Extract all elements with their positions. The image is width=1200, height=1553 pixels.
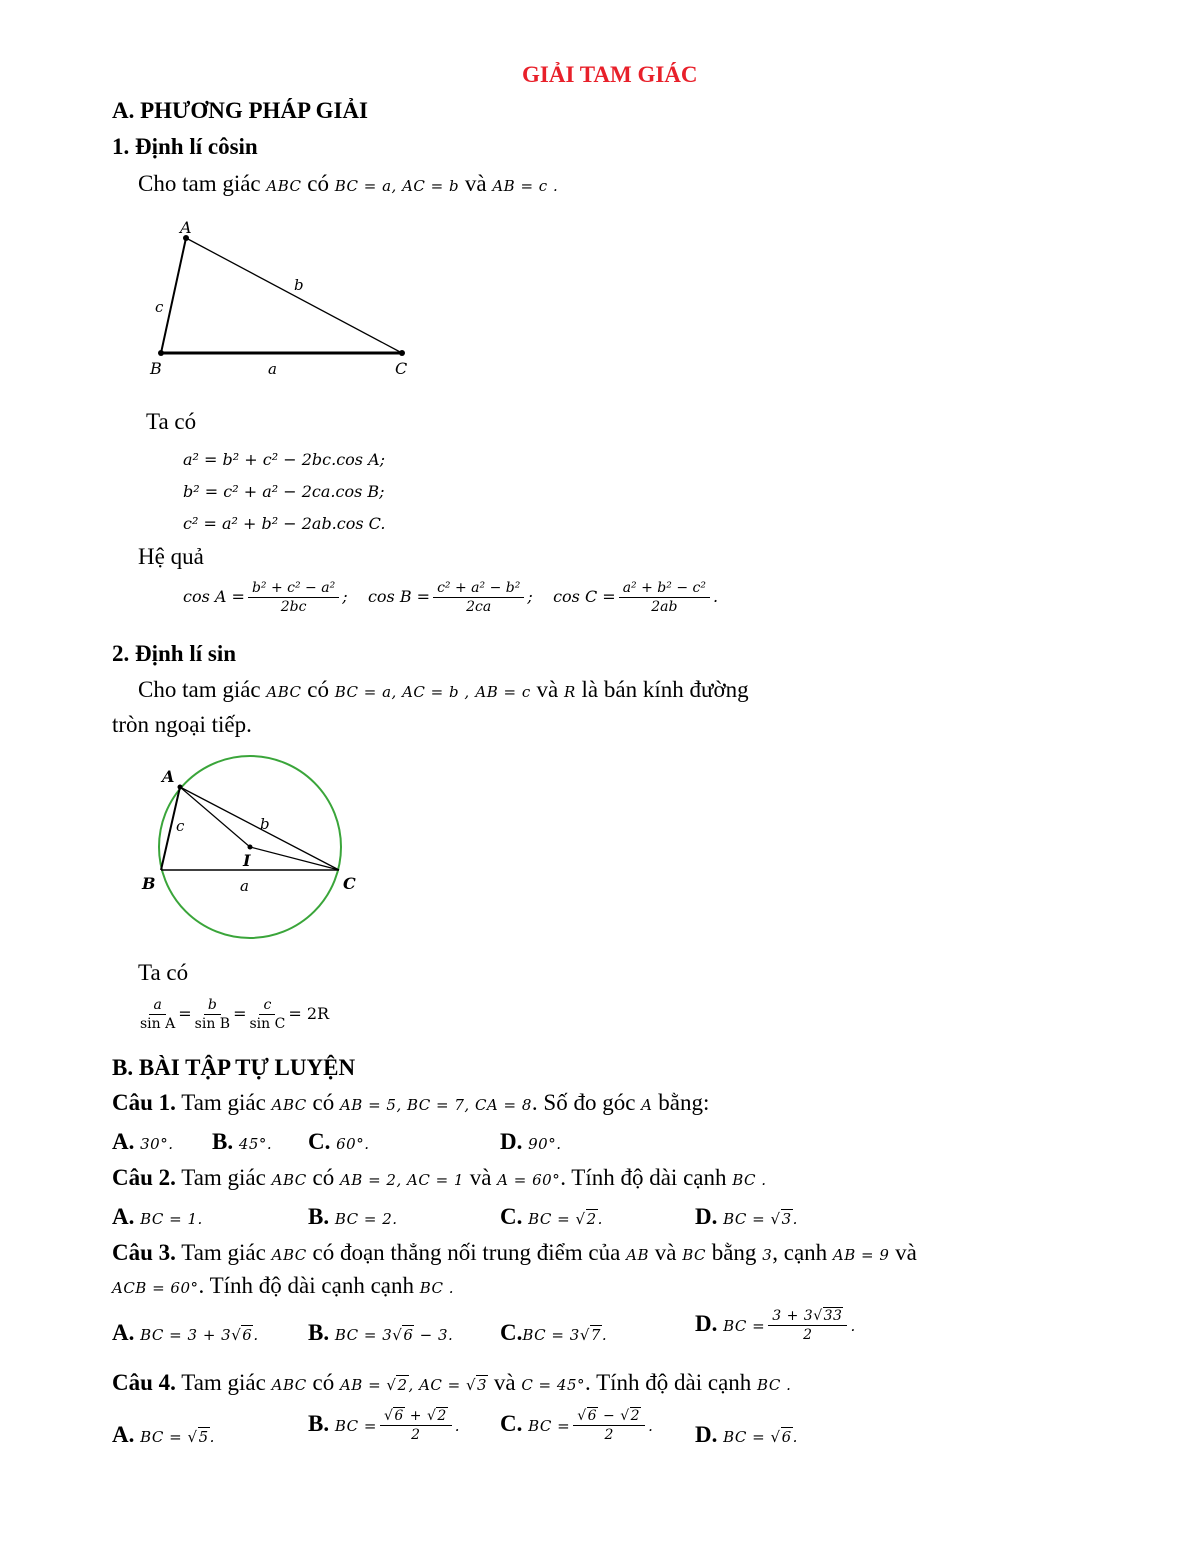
circumcircle-figure bbox=[130, 750, 370, 950]
question-3-line1: Câu 3. Tam giác ABC có đoạn thẳng nối trung điểm của AB và BC bằng 3, cạnh AB = 9 và bbox=[112, 1240, 917, 1265]
label-b-side: b bbox=[260, 815, 270, 833]
q1-option-c[interactable]: C. 60°. bbox=[308, 1129, 370, 1154]
label-i-center: I bbox=[243, 851, 251, 870]
label-c-vertex: C bbox=[395, 359, 408, 378]
vertex-b-point bbox=[158, 350, 164, 356]
question-3-line2: ACB = 60°. Tính độ dài cạnh cạnh BC . bbox=[112, 1273, 455, 1298]
q1-option-d[interactable]: D. 90°. bbox=[500, 1129, 562, 1154]
label-a-vertex: A bbox=[162, 767, 175, 786]
cosine-eq1: a² = b² + c² − 2bc.cos A; bbox=[183, 450, 386, 469]
label-b-side: b bbox=[294, 276, 304, 294]
page-title: GIẢI TAM GIÁC bbox=[522, 62, 698, 87]
cosine-eq2: b² = c² + a² − 2ca.cos B; bbox=[183, 482, 385, 501]
question-1: Câu 1. Tam giác ABC có AB = 5, BC = 7, CA = 8. Số đo góc A bằng: bbox=[112, 1090, 710, 1115]
radius-ic-line bbox=[250, 847, 339, 870]
label-c-side: c bbox=[155, 298, 164, 316]
label-c-side: c bbox=[176, 817, 185, 835]
cosine-heading: 1. Định lí côsin bbox=[112, 134, 258, 159]
vertex-c-point bbox=[399, 350, 405, 356]
sine-heading: 2. Định lí sin bbox=[112, 641, 236, 666]
sine-intro-line2: tròn ngoại tiếp. bbox=[112, 712, 252, 737]
label-a-side: a bbox=[240, 877, 249, 895]
label-a-side: a bbox=[268, 360, 277, 378]
triangle-figure bbox=[140, 214, 430, 384]
q2-option-d[interactable]: D. BC = √3. bbox=[695, 1204, 798, 1229]
cosine-eq3: c² = a² + b² − 2ab.cos C. bbox=[183, 514, 386, 533]
question-4: Câu 4. Tam giác ABC có AB = √2, AC = √3 và C = 45°. Tính độ dài cạnh BC . bbox=[112, 1370, 792, 1395]
q3-option-b[interactable]: B. BC = 3√6 − 3. bbox=[308, 1320, 454, 1345]
q3-option-d[interactable]: D. BC = $\frac{3 + 3√33}{2}$ . bbox=[695, 1308, 856, 1343]
sine-taco: Ta có bbox=[138, 960, 189, 985]
cosine-taco: Ta có bbox=[146, 409, 197, 434]
question-2: Câu 2. Tam giác ABC có AB = 2, AC = 1 và A = 60°. Tính độ dài cạnh BC . bbox=[112, 1165, 767, 1190]
q3-option-a[interactable]: A. BC = 3 + 3√6. bbox=[112, 1320, 259, 1345]
section-a-heading: A. PHƯƠNG PHÁP GIẢI bbox=[112, 98, 368, 123]
vertex-a-point bbox=[178, 785, 183, 790]
label-a-vertex: A bbox=[180, 218, 192, 237]
cosine-hequa: Hệ quả bbox=[138, 544, 204, 569]
q2-option-b[interactable]: B. BC = 2. bbox=[308, 1204, 398, 1229]
q1-option-a[interactable]: A. 30°. bbox=[112, 1129, 174, 1154]
q4-option-a[interactable]: A. BC = √5. bbox=[112, 1422, 215, 1447]
label-c-vertex: C bbox=[343, 874, 356, 893]
section-b-heading: B. BÀI TẬP TỰ LUYỆN bbox=[112, 1055, 356, 1080]
q3-option-c[interactable]: C.BC = 3√7. bbox=[500, 1320, 608, 1345]
radius-ia-line bbox=[180, 787, 250, 847]
q4-option-d[interactable]: D. BC = √6. bbox=[695, 1422, 798, 1447]
q1-option-b[interactable]: B. 45°. bbox=[212, 1129, 273, 1154]
q2-option-c[interactable]: C. BC = √2. bbox=[500, 1204, 603, 1229]
q2-option-a[interactable]: A. BC = 1. bbox=[112, 1204, 203, 1229]
sine-law-formula: $\frac{a}{\text{sin A}}$ = $\frac{b}{\text{sin B}}$ = $\frac{c}{\text{sin C}}$ = 2R bbox=[140, 997, 330, 1032]
sine-intro-line1: Cho tam giác ABC có BC = a, AC = b , AB = c và R là bán kính đường bbox=[138, 677, 749, 702]
cosine-intro: Cho tam giác ABC có BC = a, AC = b và AB = c . bbox=[138, 171, 559, 196]
cosine-corollaries: cos A = $\frac{\text{b² + c² − a²}}{2bc}$ ; cos B = $\frac{\text{c² + a² − b²}}{2ca}$ ; cos C = $\frac{\text{a² + b² − c²}}{2ab}$ . bbox=[183, 580, 719, 615]
label-b-vertex: B bbox=[150, 359, 162, 378]
side-b-line bbox=[186, 238, 402, 353]
center-i-point bbox=[248, 845, 253, 850]
label-b-vertex: B bbox=[142, 874, 156, 893]
side-c-line bbox=[161, 238, 186, 353]
q4-option-c[interactable]: C. BC = $\frac{√6 - √2}{2}$ . bbox=[500, 1408, 654, 1443]
q4-option-b[interactable]: B. BC = $\frac{√6 + √2}{2}$ . bbox=[308, 1408, 461, 1443]
